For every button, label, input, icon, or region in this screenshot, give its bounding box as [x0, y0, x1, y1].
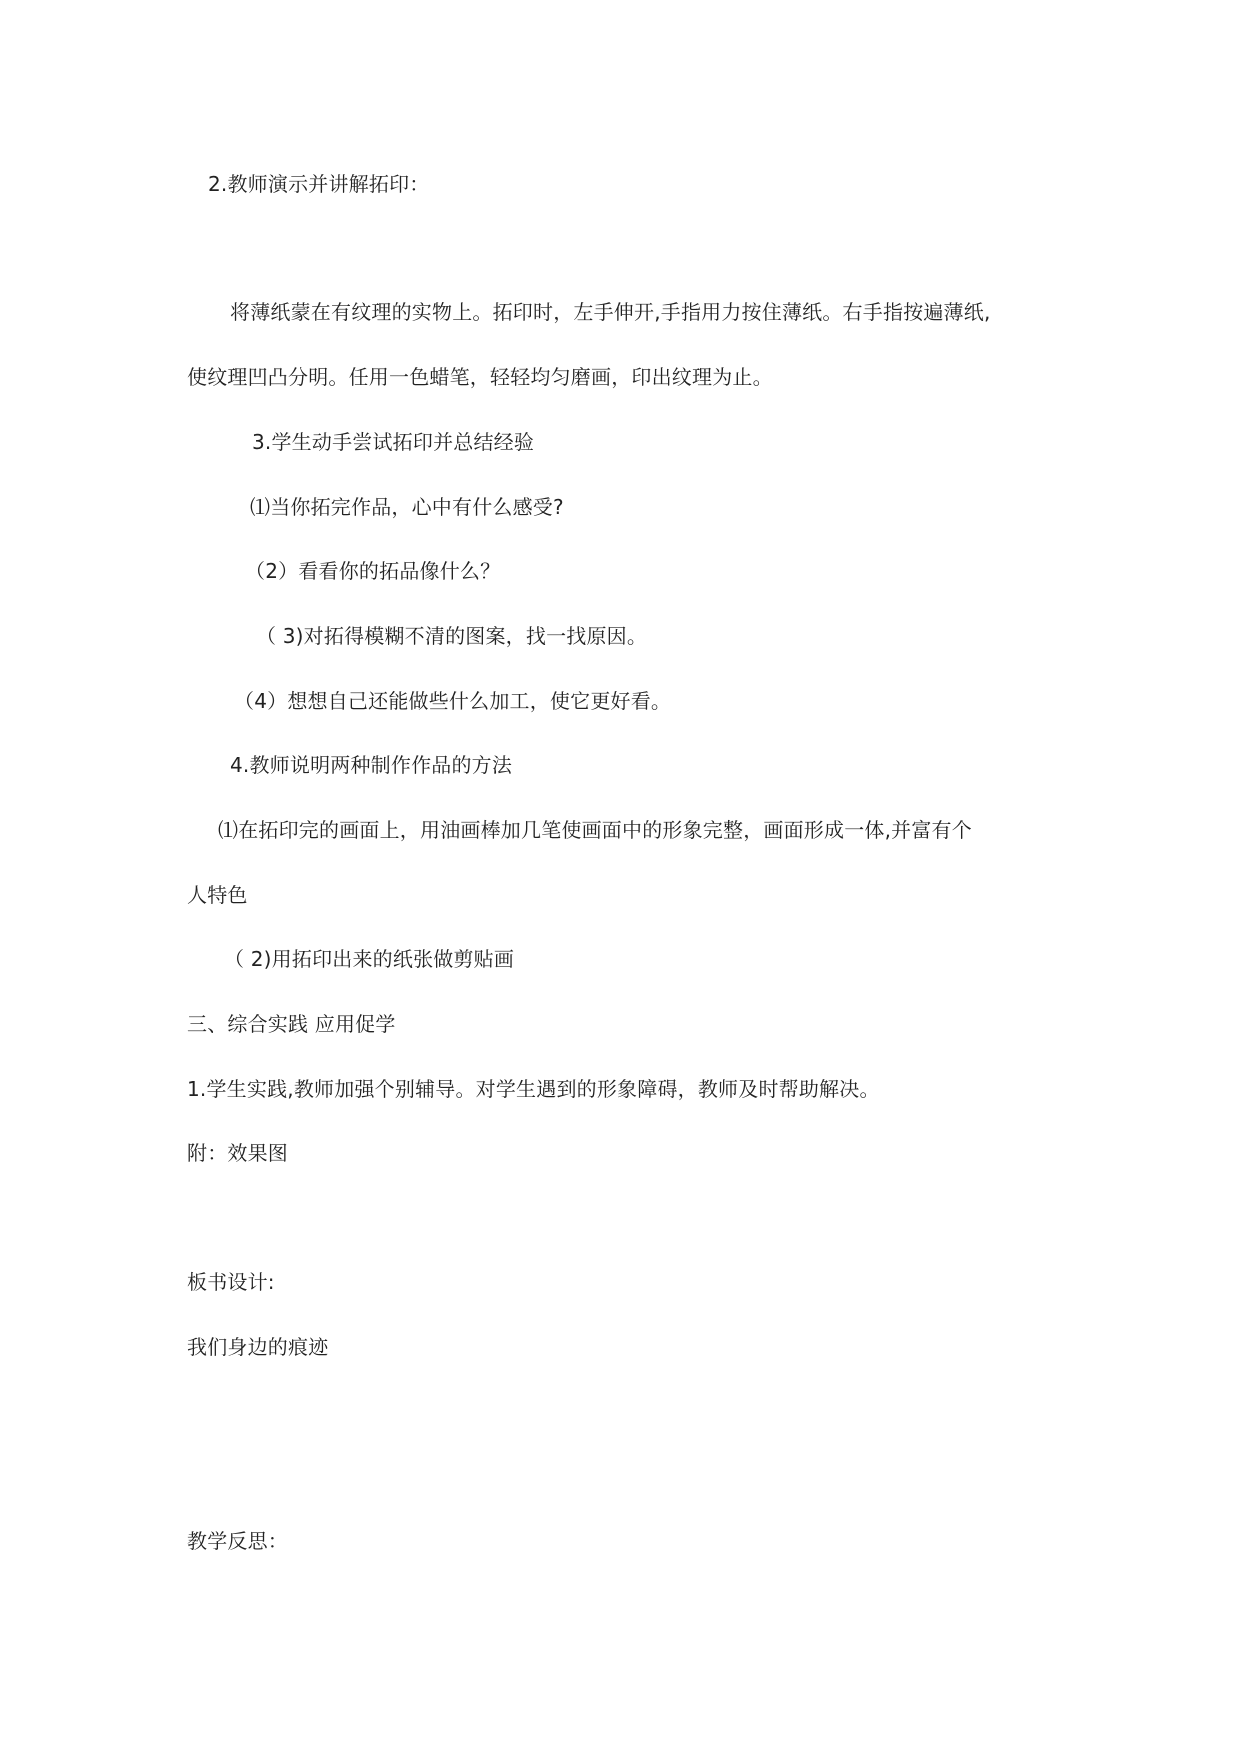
question-3: （ 3)对拓得模糊不清的图案，找一找原因。	[256, 624, 648, 648]
question-1: ⑴当你拓完作品，心中有什么感受?	[250, 495, 564, 519]
method-1-line: ⑴在拓印完的画面上，用油画棒加几笔使画面中的形象完整，画面形成一体,并富有个	[218, 818, 972, 842]
step-2-heading: 2.教师演示并讲解拓印：	[208, 172, 430, 196]
question-4: （4）想想自己还能做些什么加工，使它更好看。	[234, 689, 672, 713]
step-3-heading: 3.学生动手尝试拓印并总结经验	[252, 430, 535, 454]
board-design-label: 板书设计:	[187, 1270, 275, 1294]
board-design-title: 我们身边的痕迹	[187, 1335, 329, 1359]
question-2: （2）看看你的拓品像什么？	[245, 559, 501, 583]
practice-line: 1.学生实践,教师加强个别辅导。对学生遇到的形象障碍，教师及时帮助解决。	[187, 1077, 880, 1101]
method-2-line: （ 2)用拓印出来的纸张做剪贴画	[224, 947, 515, 971]
step-4-heading: 4.教师说明两种制作作品的方法	[230, 753, 513, 777]
paragraph-line: 使纹理凹凸分明。任用一色蜡笔，轻轻均匀磨画，印出纹理为止。	[187, 365, 773, 389]
appendix-label: 附：效果图	[187, 1141, 288, 1165]
reflection-label: 教学反思：	[187, 1529, 288, 1553]
method-1-line-continued: 人特色	[187, 883, 248, 907]
section-3-heading: 三、综合实践 应用促学	[187, 1012, 396, 1036]
paragraph-line: 将薄纸蒙在有纹理的实物上。拓印时，左手伸开,手指用力按住薄纸。右手指按遍薄纸,	[230, 300, 991, 324]
